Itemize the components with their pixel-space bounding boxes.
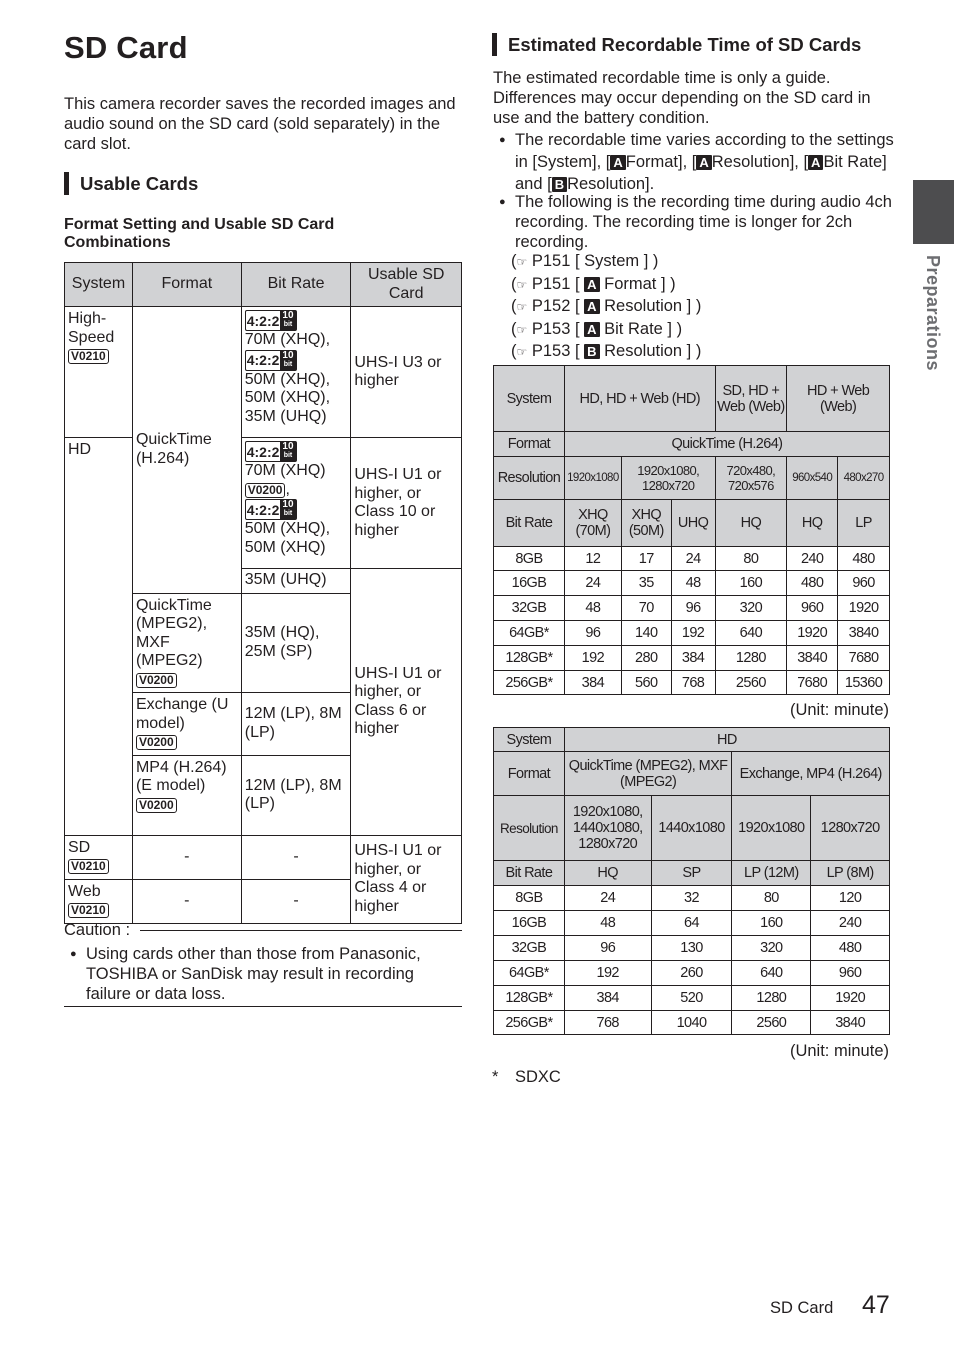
bitrate-value: HQ (564, 861, 651, 886)
header-format: Format (132, 263, 241, 307)
bitrate-cell: - (241, 879, 351, 923)
system-cell (65, 307, 133, 438)
bitrate-cell: - (241, 835, 351, 879)
reference-list (511, 251, 891, 364)
system-cell (65, 879, 133, 923)
format-value: QuickTime (MPEG2), MXF (MPEG2) (564, 752, 732, 796)
bitrate-cell: 35M (HQ), 25M (SP) (241, 593, 351, 693)
system-sd: SD, HD + Web (Web) (715, 366, 787, 432)
footnote-mark: * (492, 1068, 499, 1086)
bitrate-cell: 12M (LP), 8M (LP) (241, 755, 351, 835)
422-10bit-icon: 4:2:2 10 bit (245, 310, 297, 331)
caution-text: ● Using cards other than those from Panasonic, TOSHIBA or SanDisk may result in recording failure or data loss. (86, 944, 458, 1004)
bitrate-value: XHQ (70M) (564, 500, 621, 547)
a-box-icon: A (584, 277, 599, 292)
footer-section: SD Card (770, 1299, 834, 1317)
table-row: 256GB* 768 1040 2560 3840 (494, 1011, 890, 1035)
system-web: HD + Web (Web) (787, 366, 890, 432)
bitrate-value: LP (8M) (811, 861, 890, 886)
system-cell (65, 835, 133, 879)
format-value: QuickTime (H.264) (564, 432, 889, 457)
bitrate-text: 70M (XHQ) (244, 462, 326, 479)
recordable-table-h264 (493, 365, 890, 695)
caution-rule (140, 930, 462, 931)
format-name: QuickTime (H.264) (135, 431, 212, 467)
bitrate-text: 70M (XHQ), (244, 331, 331, 348)
header-format: Format (494, 432, 565, 457)
format-cell: - (132, 879, 241, 923)
resolution-value: 1920x1080, 1280x720 (621, 457, 715, 500)
version-tag: V0200 (136, 673, 177, 688)
header-bit-rate: Bit Rate (241, 263, 351, 307)
reference-link[interactable]: (☞ P153 [ B Resolution ] ) (511, 342, 702, 360)
usable-cards-table (64, 262, 462, 924)
resolution-value: 960x540 (787, 457, 838, 500)
resolution-value: 1920x1080 (732, 796, 811, 861)
format-name: MP4 (H.264) (E model) (135, 758, 227, 794)
usable-cards-subheading: Format Setting and Usable SD Card Combinations (64, 216, 335, 251)
resolution-value: 1440x1080 (651, 796, 732, 861)
system-cell (65, 438, 133, 836)
recordable-intro: The estimated recordable time is only a guide. Differences may occur depending on the SD card in use and the battery condition. (493, 69, 871, 127)
system-name: High-Speed (68, 310, 115, 346)
format-cell: - (132, 835, 241, 879)
version-tag: V0210 (68, 349, 109, 364)
footnote-text: SDXC (515, 1068, 561, 1086)
version-tag: V0200 (136, 735, 177, 750)
version-tag: V0200 (136, 798, 177, 813)
bitrate-cell: 35M (UHQ) (241, 569, 351, 594)
system-name: SD (68, 838, 91, 856)
bitrate-cell (241, 307, 351, 438)
version-tag: V0210 (68, 859, 109, 874)
system-name: Web (68, 882, 101, 900)
format-cell (132, 693, 241, 756)
a-box-icon: A (584, 299, 599, 314)
header-system: System (65, 263, 133, 307)
system-hd: HD (564, 728, 889, 752)
table-row: 32GB 96 130 320 480 (494, 936, 890, 961)
unit-note: (Unit: minute) (789, 1042, 889, 1060)
system-hd: HD, HD + Web (HD) (564, 366, 715, 432)
b-box-icon: B (552, 177, 567, 192)
card-cell: UHS-I U1 or higher, or Class 4 or higher (351, 835, 462, 923)
table-row: 64GB* 96 140 192 640 1920 3840 (494, 621, 890, 646)
bitrate-text: 50M (XHQ), 50M (XHQ) (244, 520, 331, 556)
bullet-audio: ● The following is the recording time during audio 4ch recording. The recording time is longer for 2ch recording. (515, 192, 895, 252)
bitrate-cell: 12M (LP), 8M (LP) (241, 693, 351, 756)
version-tag: V0210 (68, 903, 109, 918)
bitrate-value: XHQ (50M) (621, 500, 671, 547)
bitrate-value: LP (838, 500, 890, 547)
header-bit-rate: Bit Rate (494, 500, 565, 547)
header-format: Format (494, 752, 565, 796)
resolution-value: 720x480, 720x576 (715, 457, 787, 500)
system-name: HD (68, 441, 92, 458)
resolution-value: 480x270 (838, 457, 890, 500)
bitrate-value: HQ (715, 500, 787, 547)
422-10bit-icon: 4:2:2 10 bit (245, 499, 297, 520)
recordable-table-mpeg2 (493, 727, 890, 1035)
b-box-icon: B (584, 344, 599, 359)
version-tag: V0200 (245, 483, 286, 498)
table-row: 256GB* 384 560 768 2560 7680 15360 (494, 671, 890, 695)
reference-hand-icon: ☞ (516, 255, 528, 269)
table-row: 32GB 48 70 96 320 960 1920 (494, 596, 890, 621)
resolution-value: 1920x1080, 1440x1080, 1280x720 (564, 796, 651, 861)
table-row: 8GB 12 17 24 80 240 480 (494, 547, 890, 571)
format-name: Exchange (U model) (135, 696, 229, 732)
bitrate-value: HQ (787, 500, 838, 547)
format-cell (132, 593, 241, 693)
format-name: QuickTime (MPEG2), MXF (MPEG2) (135, 596, 212, 669)
format-value: Exchange, MP4 (H.264) (732, 752, 890, 796)
resolution-value: 1280x720 (811, 796, 890, 861)
format-cell (132, 755, 241, 835)
recordable-heading: Estimated Recordable Time of SD Cards (492, 33, 861, 56)
page-title: SD Card (64, 30, 188, 65)
a-box-icon: A (808, 155, 823, 170)
header-bit-rate: Bit Rate (494, 861, 565, 886)
422-10bit-icon: 4:2:2 10 bit (245, 350, 297, 371)
page-number: 47 (862, 1291, 890, 1319)
table-row: 128GB* 384 520 1280 1920 (494, 986, 890, 1011)
caution-bottom-rule (64, 1006, 462, 1007)
reference-hand-icon: ☞ (516, 345, 528, 359)
header-system: System (494, 728, 565, 752)
a-box-icon: A (696, 155, 711, 170)
resolution-value: 1920x1080 (564, 457, 621, 500)
bitrate-value: LP (12M) (732, 861, 811, 886)
header-system: System (494, 366, 565, 432)
reference-link[interactable]: (☞ P153 [ A Bit Rate ] ) (511, 319, 683, 338)
table-row: 16GB 48 64 160 240 (494, 911, 890, 936)
header-resolution: Resolution (494, 457, 565, 500)
chapter-tab-marker (913, 180, 954, 244)
format-cell (132, 307, 241, 594)
unit-note: (Unit: minute) (789, 701, 889, 719)
reference-hand-icon: ☞ (516, 322, 528, 337)
table-row: 8GB 24 32 80 120 (494, 886, 890, 911)
table-row: 128GB* 192 280 384 1280 3840 7680 (494, 646, 890, 671)
header-usable-card: Usable SD Card (351, 263, 462, 307)
usable-cards-heading: Usable Cards (64, 172, 198, 195)
caution-label: Caution : (64, 921, 131, 939)
reference-hand-icon: ☞ (516, 277, 528, 292)
reference-link[interactable]: (☞ P151 [ A Format ] ) (511, 274, 676, 293)
card-cell: UHS-I U1 or higher, or Class 6 or higher (351, 569, 462, 836)
a-box-icon: A (584, 322, 599, 337)
bitrate-value: SP (651, 861, 732, 886)
reference-hand-icon: ☞ (516, 300, 528, 314)
bullet-settings: ● The recordable time varies according to the settings in [System], [ A Format], [ A Resolution], [ A Bit Rate] and [ B Resolution]. (515, 129, 895, 195)
card-cell: UHS-I U1 or higher, or Class 10 or higher (351, 438, 462, 569)
card-cell: UHS-I U3 or higher (351, 307, 462, 438)
422-10bit-icon: 4:2:2 10 bit (245, 441, 297, 462)
reference-link[interactable]: (☞ P152 [ A Resolution ] ) (511, 297, 702, 315)
table-row: 64GB* 192 260 640 960 (494, 961, 890, 986)
reference-link[interactable]: (☞ P151 [ System ] ) (511, 252, 659, 270)
intro-paragraph: This camera recorder saves the recorded images and audio sound on the SD card (sold separately) in the card slot. (64, 95, 456, 153)
bitrate-text: 50M (XHQ), 50M (XHQ), 35M (UHQ) (244, 370, 331, 425)
bitrate-cell: 4:2:2 10 bit 70M (XHQ) V0200 , 4:2:2 10 bit 50M (XHQ), 50M (XHQ) (241, 438, 351, 569)
chapter-tab-label: Preparations (923, 255, 943, 372)
bitrate-value: UHQ (671, 500, 715, 547)
a-box-icon: A (610, 155, 625, 170)
header-resolution: Resolution (494, 796, 565, 861)
table-row: 16GB 24 35 48 160 480 960 (494, 571, 890, 596)
